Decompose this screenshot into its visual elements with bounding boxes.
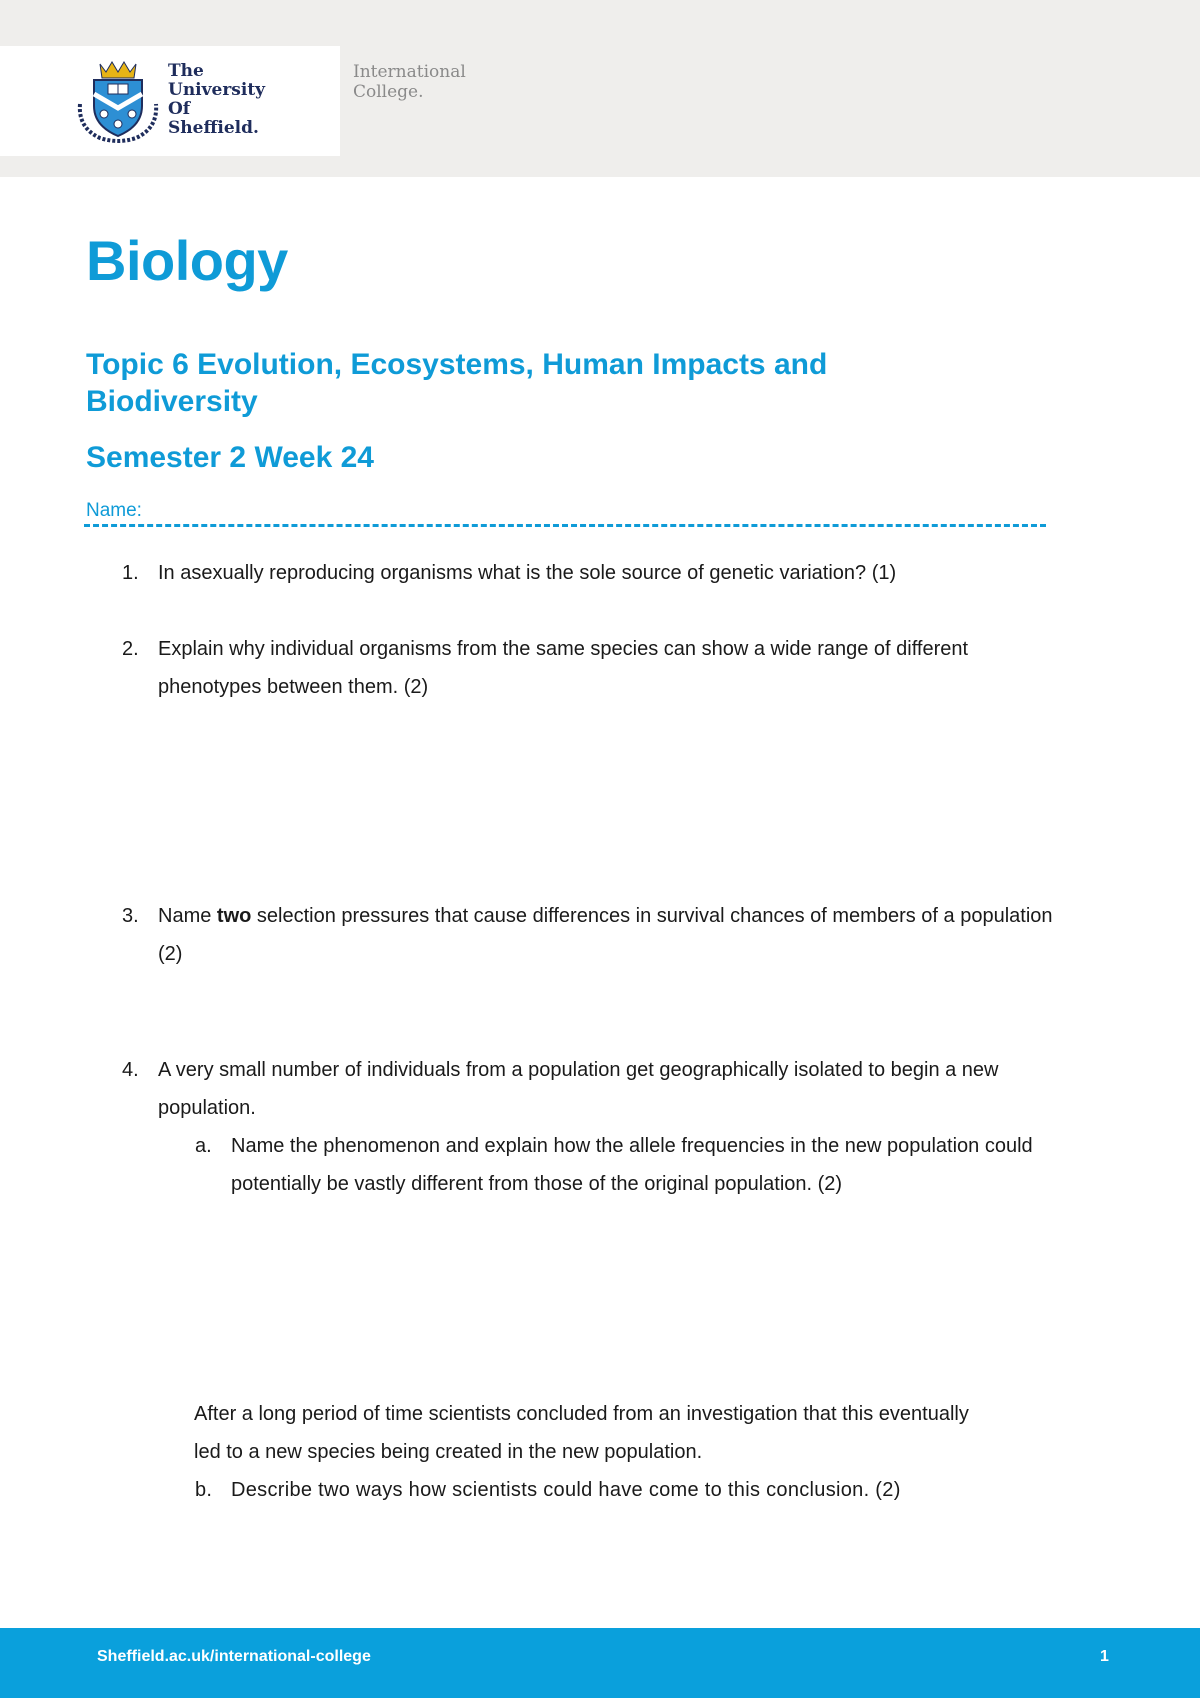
question-text: In asexually reproducing organisms what is the sole source of genetic variation? (1) (158, 562, 897, 584)
name-field[interactable] (84, 498, 1046, 528)
university-name-line: University (168, 80, 266, 100)
university-name-line: Sheffield. (168, 118, 259, 138)
question-number: 1. (122, 562, 139, 584)
question-text: Explain why individual organisms from the same species can show a wide range of different phenotypes between them. (2) (158, 638, 969, 698)
question-letter: b. (195, 1479, 213, 1501)
question-text: Name the phenomenon and explain how the allele frequencies in the new population could potentially be vastly different from those of the original population. (2) (231, 1135, 1033, 1195)
question-text-end: selection pressures that cause differences in survival chances of members of a population (2) (158, 905, 1053, 965)
footer-link[interactable]: Sheffield.ac.uk/international-college (97, 1648, 371, 1665)
name-underline (84, 524, 1046, 527)
question-letter: a. (195, 1135, 212, 1157)
university-name-line: Of (168, 99, 191, 119)
name-label: Name: (86, 500, 142, 521)
question-number: 2. (122, 638, 139, 660)
question-number: 4. (122, 1059, 139, 1081)
question-4b (195, 1471, 1061, 1509)
question-4 (122, 1051, 1058, 1127)
topic-heading: Topic 6 Evolution, Ecosystems, Human Impacts and Biodiversity (86, 348, 828, 418)
question-number: 3. (122, 905, 139, 927)
university-name (168, 62, 265, 138)
question-4a (195, 1127, 1061, 1203)
question-3 (122, 897, 1058, 973)
question-text-start: Name (158, 905, 217, 927)
university-name-line: The (168, 61, 204, 81)
question-2 (122, 630, 1018, 706)
question-text (158, 897, 1058, 973)
college-name (353, 62, 466, 102)
footer-band (0, 1628, 1200, 1698)
question-text: A very small number of individuals from a population get geographically isolated to begin a new population. (158, 1059, 999, 1119)
semester-heading: Semester 2 Week 24 (86, 441, 374, 474)
question-4-context (194, 1395, 974, 1471)
page-number: 1 (1100, 1648, 1109, 1665)
question-text: Describe two ways how scientists could have come to this conclusion. (2) (231, 1479, 901, 1501)
university-crest-icon (74, 58, 162, 144)
college-name-line: International (353, 62, 466, 82)
college-name-line: College. (353, 82, 424, 102)
context-text: After a long period of time scientists concluded from an investigation that this eventually led to a new species being created in the new population. (194, 1403, 969, 1463)
question-1 (122, 554, 1058, 592)
document-title: Biology (86, 229, 288, 292)
emphasis-two: two (216, 905, 252, 927)
